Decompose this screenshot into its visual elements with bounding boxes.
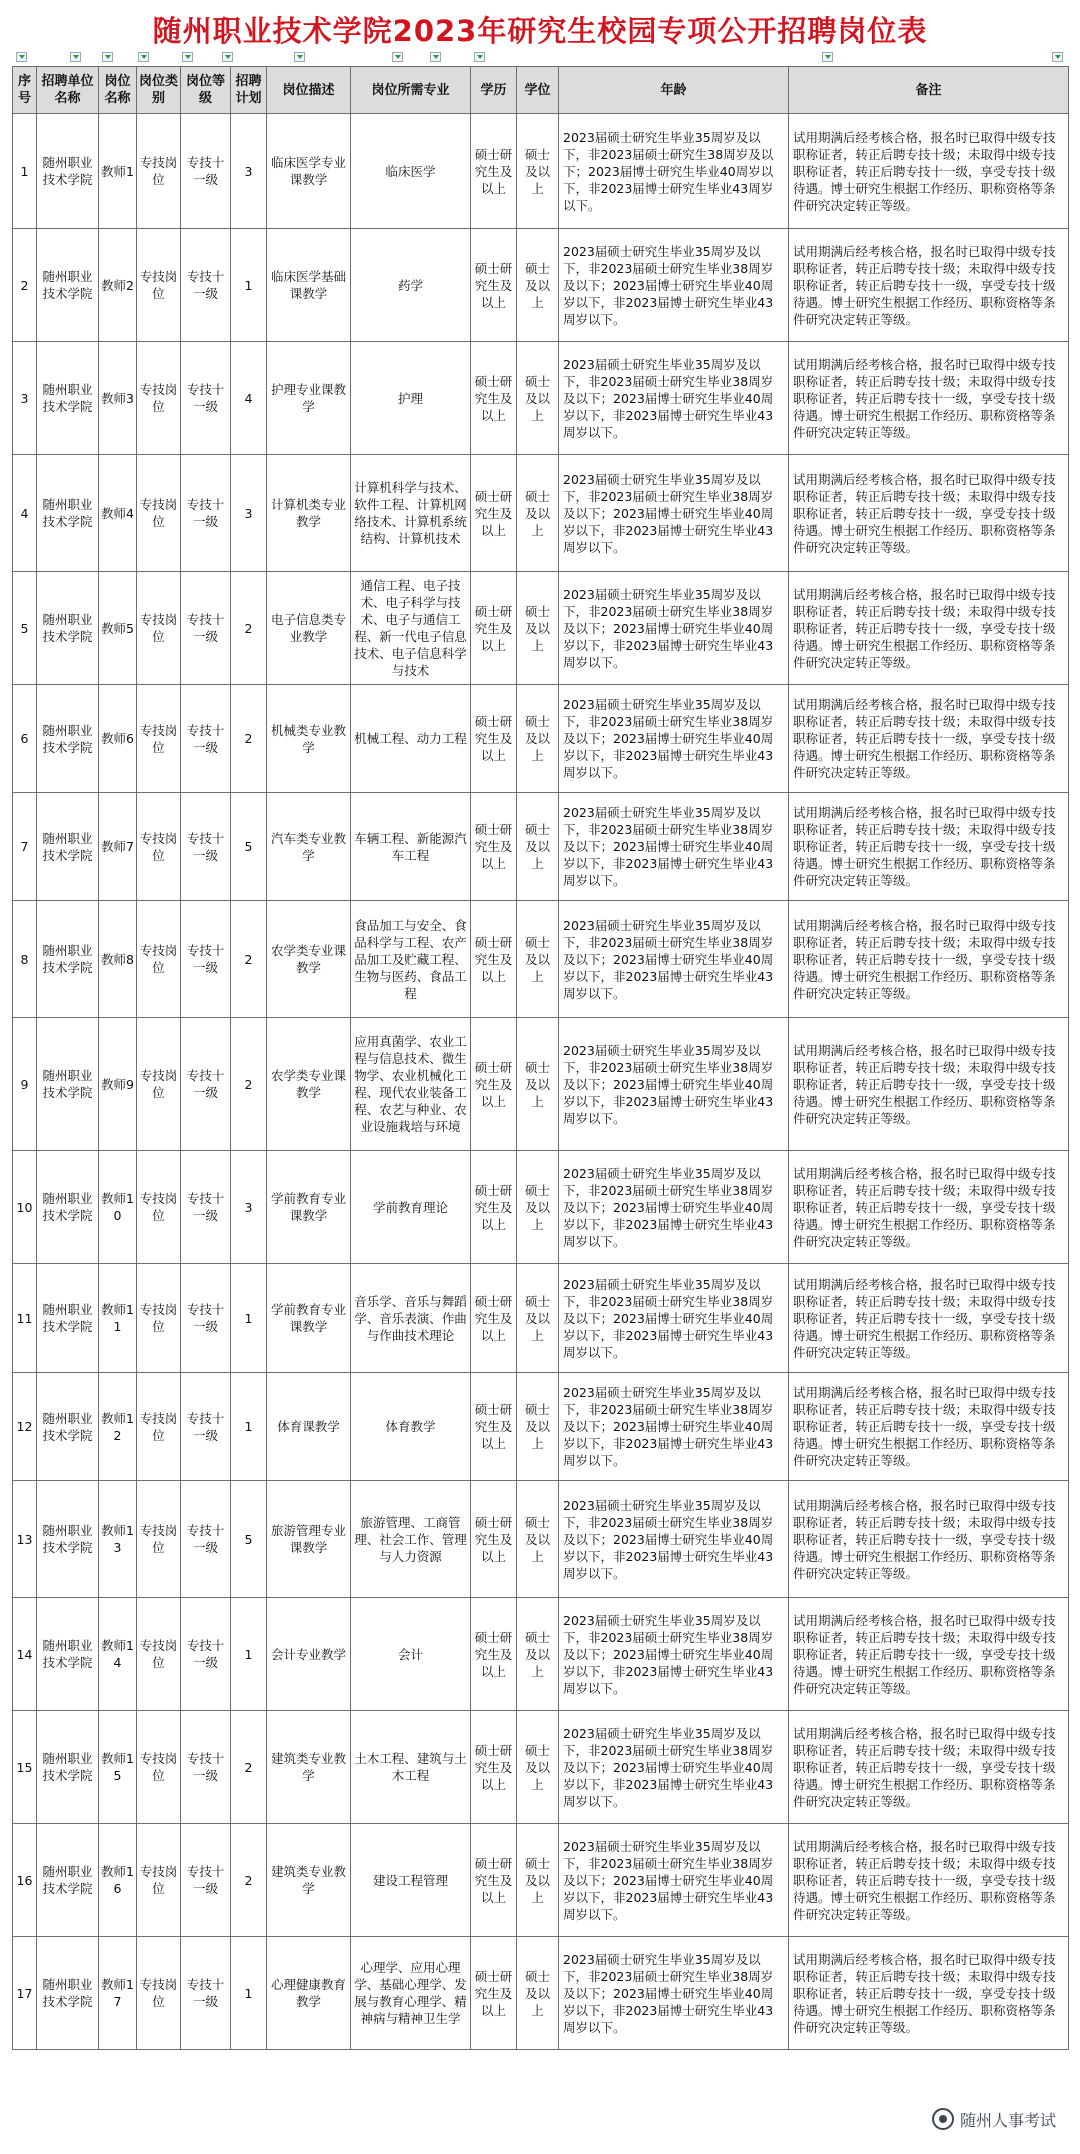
cell-remark: 试用期满后经考核合格，报名时已取得中级专技职称证者，转正后聘专技十级；未取得中级专技职称证者，转正后聘专技十一级，享受专技十级待遇。博士研究生根据工作经历、职称资格等条件研究决定转正等级。 [789, 1598, 1069, 1711]
cell-plan: 5 [231, 793, 267, 901]
cell-post-level: 专技十一级 [181, 1711, 231, 1824]
table-row [13, 1711, 1069, 1824]
table-row [13, 685, 1069, 793]
cell-major: 体育教学 [351, 1373, 471, 1481]
cell-major: 旅游管理、工商管理、社会工作、管理与人力资源 [351, 1481, 471, 1598]
cell-degree: 硕士及以上 [517, 342, 559, 455]
cell-remark: 试用期满后经考核合格，报名时已取得中级专技职称证者，转正后聘专技十级；未取得中级专技职称证者，转正后聘专技十一级，享受专技十级待遇。博士研究生根据工作经历、职称资格等条件研究决定转正等级。 [789, 1373, 1069, 1481]
cell-degree: 硕士及以上 [517, 229, 559, 342]
cell-post-level: 专技十一级 [181, 685, 231, 793]
cell-post-name: 教师13 [99, 1481, 137, 1598]
cell-age: 2023届硕士研究生毕业35周岁及以下，非2023届硕士研究生毕业38周岁及以下；2023届博士研究生毕业40周岁以下，非2023届博士研究生毕业43周岁以下。 [559, 229, 789, 342]
cell-remark: 试用期满后经考核合格，报名时已取得中级专技职称证者，转正后聘专技十级；未取得中级专技职称证者，转正后聘专技十一级，享受专技十级待遇。博士研究生根据工作经历、职称资格等条件研究决定转正等级。 [789, 1018, 1069, 1151]
cell-index: 6 [13, 685, 37, 793]
table-row [13, 229, 1069, 342]
filter-dropdown-icon[interactable] [222, 52, 233, 62]
cell-plan: 4 [231, 342, 267, 455]
cell-plan: 1 [231, 229, 267, 342]
cell-index: 15 [13, 1711, 37, 1824]
cell-description: 临床医学基础课教学 [267, 229, 351, 342]
cell-degree: 硕士及以上 [517, 114, 559, 229]
col-header-post-type: 岗位类别 [137, 67, 181, 114]
cell-education: 硕士研究生及以上 [471, 685, 517, 793]
cell-index: 1 [13, 114, 37, 229]
wechat-account-icon [932, 2108, 954, 2130]
cell-post-level: 专技十一级 [181, 455, 231, 572]
cell-post-name: 教师16 [99, 1824, 137, 1937]
cell-age: 2023届硕士研究生毕业35周岁及以下，非2023届硕士研究生毕业38周岁及以下；2023届博士研究生毕业40周岁以下，非2023届博士研究生毕业43周岁以下。 [559, 1598, 789, 1711]
cell-major: 食品加工与安全、食品科学与工程、农产品加工及贮藏工程、生物与医药、食品工程 [351, 901, 471, 1018]
cell-age: 2023届硕士研究生毕业35周岁及以下，非2023届硕士研究生毕业38周岁及以下；2023届博士研究生毕业40周岁以下，非2023届博士研究生毕业43周岁以下。 [559, 901, 789, 1018]
cell-post-name: 教师8 [99, 901, 137, 1018]
cell-education: 硕士研究生及以上 [471, 1824, 517, 1937]
cell-major: 护理 [351, 342, 471, 455]
cell-index: 13 [13, 1481, 37, 1598]
cell-major: 学前教育理论 [351, 1151, 471, 1264]
table-row [13, 1824, 1069, 1937]
cell-age: 2023届硕士研究生毕业35周岁及以下，非2023届硕士研究生毕业38周岁及以下；2023届博士研究生毕业40周岁以下，非2023届博士研究生毕业43周岁以下。 [559, 1711, 789, 1824]
cell-unit: 随州职业技术学院 [37, 1598, 99, 1711]
cell-unit: 随州职业技术学院 [37, 685, 99, 793]
cell-education: 硕士研究生及以上 [471, 901, 517, 1018]
cell-remark: 试用期满后经考核合格，报名时已取得中级专技职称证者，转正后聘专技十级；未取得中级专技职称证者，转正后聘专技十一级，享受专技十级待遇。博士研究生根据工作经历、职称资格等条件研究决定转正等级。 [789, 342, 1069, 455]
filter-dropdown-icon[interactable] [822, 52, 833, 62]
cell-post-level: 专技十一级 [181, 229, 231, 342]
cell-post-type: 专技岗位 [137, 1151, 181, 1264]
cell-education: 硕士研究生及以上 [471, 1598, 517, 1711]
cell-post-name: 教师15 [99, 1711, 137, 1824]
cell-remark: 试用期满后经考核合格，报名时已取得中级专技职称证者，转正后聘专技十级；未取得中级专技职称证者，转正后聘专技十一级，享受专技十级待遇。博士研究生根据工作经历、职称资格等条件研究决定转正等级。 [789, 114, 1069, 229]
cell-remark: 试用期满后经考核合格，报名时已取得中级专技职称证者，转正后聘专技十级；未取得中级专技职称证者，转正后聘专技十一级，享受专技十级待遇。博士研究生根据工作经历、职称资格等条件研究决定转正等级。 [789, 1481, 1069, 1598]
cell-post-level: 专技十一级 [181, 1481, 231, 1598]
cell-remark: 试用期满后经考核合格，报名时已取得中级专技职称证者，转正后聘专技十级；未取得中级专技职称证者，转正后聘专技十一级，享受专技十级待遇。博士研究生根据工作经历、职称资格等条件研究决定转正等级。 [789, 455, 1069, 572]
filter-dropdown-icon[interactable] [102, 52, 113, 62]
cell-age: 2023届硕士研究生毕业35周岁及以下，非2023届硕士研究生毕业38周岁及以下；2023届博士研究生毕业40周岁以下，非2023届博士研究生毕业43周岁以下。 [559, 572, 789, 685]
cell-education: 硕士研究生及以上 [471, 114, 517, 229]
cell-degree: 硕士及以上 [517, 901, 559, 1018]
cell-post-type: 专技岗位 [137, 572, 181, 685]
cell-unit: 随州职业技术学院 [37, 342, 99, 455]
cell-degree: 硕士及以上 [517, 572, 559, 685]
cell-major: 建设工程管理 [351, 1824, 471, 1937]
cell-plan: 3 [231, 1151, 267, 1264]
cell-major: 会计 [351, 1598, 471, 1711]
cell-major: 心理学、应用心理学、基础心理学、发展与教育心理学、精神病与精神卫生学 [351, 1937, 471, 2050]
cell-age: 2023届硕士研究生毕业35周岁及以下，非2023届硕士研究生毕业38周岁及以下；2023届博士研究生毕业40周岁以下，非2023届博士研究生毕业43周岁以下。 [559, 342, 789, 455]
cell-education: 硕士研究生及以上 [471, 1373, 517, 1481]
cell-education: 硕士研究生及以上 [471, 1264, 517, 1373]
cell-post-name: 教师7 [99, 793, 137, 901]
cell-post-type: 专技岗位 [137, 685, 181, 793]
cell-unit: 随州职业技术学院 [37, 1018, 99, 1151]
cell-description: 汽车类专业教学 [267, 793, 351, 901]
cell-description: 机械类专业教学 [267, 685, 351, 793]
cell-remark: 试用期满后经考核合格，报名时已取得中级专技职称证者，转正后聘专技十级；未取得中级专技职称证者，转正后聘专技十一级，享受专技十级待遇。博士研究生根据工作经历、职称资格等条件研究决定转正等级。 [789, 685, 1069, 793]
cell-remark: 试用期满后经考核合格，报名时已取得中级专技职称证者，转正后聘专技十级；未取得中级专技职称证者，转正后聘专技十一级，享受专技十级待遇。博士研究生根据工作经历、职称资格等条件研究决定转正等级。 [789, 229, 1069, 342]
cell-plan: 1 [231, 1264, 267, 1373]
cell-unit: 随州职业技术学院 [37, 1824, 99, 1937]
cell-plan: 2 [231, 572, 267, 685]
cell-age: 2023届硕士研究生毕业35周岁及以下，非2023届硕士研究生毕业38周岁及以下；2023届博士研究生毕业40周岁以下，非2023届博士研究生毕业43周岁以下。 [559, 1937, 789, 2050]
cell-post-name: 教师9 [99, 1018, 137, 1151]
filter-strip [12, 50, 1068, 66]
table-row [13, 1264, 1069, 1373]
cell-unit: 随州职业技术学院 [37, 114, 99, 229]
cell-description: 会计专业教学 [267, 1598, 351, 1711]
cell-description: 农学类专业课教学 [267, 901, 351, 1018]
cell-post-level: 专技十一级 [181, 1018, 231, 1151]
cell-post-type: 专技岗位 [137, 1824, 181, 1937]
cell-description: 建筑类专业教学 [267, 1824, 351, 1937]
filter-dropdown-icon[interactable] [294, 52, 305, 62]
cell-remark: 试用期满后经考核合格，报名时已取得中级专技职称证者，转正后聘专技十级；未取得中级专技职称证者，转正后聘专技十一级，享受专技十级待遇。博士研究生根据工作经历、职称资格等条件研究决定转正等级。 [789, 1937, 1069, 2050]
cell-index: 14 [13, 1598, 37, 1711]
col-header-remark: 备注 [789, 67, 1069, 114]
cell-plan: 1 [231, 1373, 267, 1481]
table-row [13, 1018, 1069, 1151]
cell-major: 车辆工程、新能源汽车工程 [351, 793, 471, 901]
cell-major: 药学 [351, 229, 471, 342]
cell-description: 心理健康教育教学 [267, 1937, 351, 2050]
cell-unit: 随州职业技术学院 [37, 1481, 99, 1598]
table-row [13, 342, 1069, 455]
cell-index: 3 [13, 342, 37, 455]
cell-degree: 硕士及以上 [517, 1151, 559, 1264]
cell-major: 土木工程、建筑与土木工程 [351, 1711, 471, 1824]
cell-age: 2023届硕士研究生毕业35周岁及以下，非2023届硕士研究生毕业38周岁及以下；2023届博士研究生毕业40周岁以下，非2023届博士研究生毕业43周岁以下。 [559, 793, 789, 901]
cell-post-level: 专技十一级 [181, 793, 231, 901]
cell-major: 音乐学、音乐与舞蹈学、音乐表演、作曲与作曲技术理论 [351, 1264, 471, 1373]
cell-education: 硕士研究生及以上 [471, 572, 517, 685]
cell-description: 临床医学专业课教学 [267, 114, 351, 229]
filter-dropdown-icon[interactable] [138, 52, 149, 62]
cell-remark: 试用期满后经考核合格，报名时已取得中级专技职称证者，转正后聘专技十级；未取得中级专技职称证者，转正后聘专技十一级，享受专技十级待遇。博士研究生根据工作经历、职称资格等条件研究决定转正等级。 [789, 1711, 1069, 1824]
cell-remark: 试用期满后经考核合格，报名时已取得中级专技职称证者，转正后聘专技十级；未取得中级专技职称证者，转正后聘专技十一级，享受专技十级待遇。博士研究生根据工作经历、职称资格等条件研究决定转正等级。 [789, 1824, 1069, 1937]
cell-index: 7 [13, 793, 37, 901]
table-row [13, 455, 1069, 572]
cell-post-type: 专技岗位 [137, 455, 181, 572]
cell-post-type: 专技岗位 [137, 229, 181, 342]
cell-description: 体育课教学 [267, 1373, 351, 1481]
col-header-description: 岗位描述 [267, 67, 351, 114]
cell-post-level: 专技十一级 [181, 1373, 231, 1481]
cell-description: 学前教育专业课教学 [267, 1151, 351, 1264]
cell-remark: 试用期满后经考核合格，报名时已取得中级专技职称证者，转正后聘专技十级；未取得中级专技职称证者，转正后聘专技十一级，享受专技十级待遇。博士研究生根据工作经历、职称资格等条件研究决定转正等级。 [789, 1151, 1069, 1264]
cell-post-type: 专技岗位 [137, 793, 181, 901]
cell-index: 9 [13, 1018, 37, 1151]
table-row [13, 114, 1069, 229]
cell-plan: 2 [231, 1824, 267, 1937]
cell-description: 旅游管理专业课教学 [267, 1481, 351, 1598]
cell-post-level: 专技十一级 [181, 114, 231, 229]
cell-degree: 硕士及以上 [517, 685, 559, 793]
cell-education: 硕士研究生及以上 [471, 342, 517, 455]
filter-dropdown-icon[interactable] [16, 52, 27, 62]
cell-unit: 随州职业技术学院 [37, 455, 99, 572]
table-row [13, 793, 1069, 901]
filter-dropdown-icon[interactable] [182, 52, 193, 62]
cell-degree: 硕士及以上 [517, 1264, 559, 1373]
table-row [13, 1481, 1069, 1598]
cell-degree: 硕士及以上 [517, 1018, 559, 1151]
table-row [13, 901, 1069, 1018]
cell-post-type: 专技岗位 [137, 1598, 181, 1711]
table-row [13, 1598, 1069, 1711]
cell-post-name: 教师14 [99, 1598, 137, 1711]
cell-index: 8 [13, 901, 37, 1018]
cell-age: 2023届硕士研究生毕业35周岁及以下，非2023届硕士研究生毕业38周岁及以下；2023届博士研究生毕业40周岁以下，非2023届博士研究生毕业43周岁以下。 [559, 1824, 789, 1937]
cell-plan: 2 [231, 901, 267, 1018]
cell-unit: 随州职业技术学院 [37, 793, 99, 901]
cell-unit: 随州职业技术学院 [37, 1711, 99, 1824]
cell-post-name: 教师5 [99, 572, 137, 685]
cell-index: 2 [13, 229, 37, 342]
cell-age: 2023届硕士研究生毕业35周岁及以下，非2023届硕士研究生毕业38周岁及以下；2023届博士研究生毕业40周岁以下，非2023届博士研究生毕业43周岁以下。 [559, 1481, 789, 1598]
cell-post-name: 教师12 [99, 1373, 137, 1481]
cell-unit: 随州职业技术学院 [37, 572, 99, 685]
cell-index: 10 [13, 1151, 37, 1264]
cell-post-name: 教师17 [99, 1937, 137, 2050]
col-header-post-name: 岗位名称 [99, 67, 137, 114]
cell-post-name: 教师3 [99, 342, 137, 455]
cell-degree: 硕士及以上 [517, 1373, 559, 1481]
cell-post-level: 专技十一级 [181, 1824, 231, 1937]
cell-degree: 硕士及以上 [517, 1711, 559, 1824]
filter-dropdown-icon[interactable] [474, 52, 485, 62]
cell-index: 16 [13, 1824, 37, 1937]
cell-post-level: 专技十一级 [181, 901, 231, 1018]
cell-plan: 3 [231, 455, 267, 572]
cell-degree: 硕士及以上 [517, 1937, 559, 2050]
cell-post-name: 教师10 [99, 1151, 137, 1264]
cell-education: 硕士研究生及以上 [471, 793, 517, 901]
cell-age: 2023届硕士研究生毕业35周岁及以下，非2023届硕士研究生毕业38周岁及以下；2023届博士研究生毕业40周岁以下，非2023届博士研究生毕业43周岁以下。 [559, 1373, 789, 1481]
table-row [13, 572, 1069, 685]
cell-post-level: 专技十一级 [181, 572, 231, 685]
cell-description: 农学类专业课教学 [267, 1018, 351, 1151]
cell-post-type: 专技岗位 [137, 1481, 181, 1598]
cell-post-type: 专技岗位 [137, 1711, 181, 1824]
cell-post-type: 专技岗位 [137, 1264, 181, 1373]
cell-unit: 随州职业技术学院 [37, 1151, 99, 1264]
cell-education: 硕士研究生及以上 [471, 455, 517, 572]
cell-index: 5 [13, 572, 37, 685]
cell-age: 2023届硕士研究生毕业35周岁及以下，非2023届硕士研究生毕业38周岁及以下；2023届博士研究生毕业40周岁以下，非2023届博士研究生毕业43周岁以下。 [559, 1018, 789, 1151]
header-row [13, 67, 1069, 114]
cell-post-name: 教师4 [99, 455, 137, 572]
cell-remark: 试用期满后经考核合格，报名时已取得中级专技职称证者，转正后聘专技十级；未取得中级专技职称证者，转正后聘专技十一级，享受专技十级待遇。博士研究生根据工作经历、职称资格等条件研究决定转正等级。 [789, 572, 1069, 685]
table-row [13, 1151, 1069, 1264]
cell-degree: 硕士及以上 [517, 1481, 559, 1598]
cell-post-name: 教师11 [99, 1264, 137, 1373]
cell-post-level: 专技十一级 [181, 1151, 231, 1264]
cell-post-type: 专技岗位 [137, 901, 181, 1018]
cell-post-type: 专技岗位 [137, 1018, 181, 1151]
filter-dropdown-icon[interactable] [1052, 52, 1063, 62]
col-header-unit: 招聘单位名称 [37, 67, 99, 114]
cell-degree: 硕士及以上 [517, 455, 559, 572]
cell-major: 临床医学 [351, 114, 471, 229]
cell-plan: 2 [231, 685, 267, 793]
cell-plan: 5 [231, 1481, 267, 1598]
cell-post-name: 教师6 [99, 685, 137, 793]
filter-dropdown-icon[interactable] [392, 52, 403, 62]
cell-plan: 3 [231, 114, 267, 229]
cell-age: 2023届硕士研究生毕业35周岁及以下，非2023届硕士研究生38周岁及以下；2023届博士研究生毕业40周岁以下，非2023届博士研究生毕业43周岁以下。 [559, 114, 789, 229]
cell-index: 11 [13, 1264, 37, 1373]
col-header-index: 序号 [13, 67, 37, 114]
cell-post-type: 专技岗位 [137, 114, 181, 229]
cell-unit: 随州职业技术学院 [37, 1264, 99, 1373]
col-header-plan: 招聘计划 [231, 67, 267, 114]
table-row [13, 1937, 1069, 2050]
cell-education: 硕士研究生及以上 [471, 1711, 517, 1824]
cell-age: 2023届硕士研究生毕业35周岁及以下，非2023届硕士研究生毕业38周岁及以下；2023届博士研究生毕业40周岁以下，非2023届博士研究生毕业43周岁以下。 [559, 1151, 789, 1264]
cell-post-type: 专技岗位 [137, 1937, 181, 2050]
cell-degree: 硕士及以上 [517, 793, 559, 901]
cell-plan: 1 [231, 1598, 267, 1711]
watermark [932, 2104, 1056, 2134]
cell-description: 护理专业课教学 [267, 342, 351, 455]
col-header-degree: 学位 [517, 67, 559, 114]
table-row [13, 1373, 1069, 1481]
cell-post-level: 专技十一级 [181, 1598, 231, 1711]
cell-major: 通信工程、电子技术、电子科学与技术、电子与通信工程、新一代电子信息技术、电子信息科学与技术 [351, 572, 471, 685]
cell-degree: 硕士及以上 [517, 1598, 559, 1711]
cell-remark: 试用期满后经考核合格，报名时已取得中级专技职称证者，转正后聘专技十级；未取得中级专技职称证者，转正后聘专技十一级，享受专技十级待遇。博士研究生根据工作经历、职称资格等条件研究决定转正等级。 [789, 793, 1069, 901]
cell-education: 硕士研究生及以上 [471, 1481, 517, 1598]
cell-age: 2023届硕士研究生毕业35周岁及以下，非2023届硕士研究生毕业38周岁及以下；2023届博士研究生毕业40周岁以下，非2023届博士研究生毕业43周岁以下。 [559, 455, 789, 572]
cell-major: 机械工程、动力工程 [351, 685, 471, 793]
cell-plan: 2 [231, 1018, 267, 1151]
filter-dropdown-icon[interactable] [70, 52, 81, 62]
cell-plan: 2 [231, 1711, 267, 1824]
cell-description: 建筑类专业教学 [267, 1711, 351, 1824]
cell-description: 电子信息类专业教学 [267, 572, 351, 685]
col-header-education: 学历 [471, 67, 517, 114]
cell-remark: 试用期满后经考核合格，报名时已取得中级专技职称证者，转正后聘专技十级；未取得中级专技职称证者，转正后聘专技十一级，享受专技十级待遇。博士研究生根据工作经历、职称资格等条件研究决定转正等级。 [789, 901, 1069, 1018]
cell-unit: 随州职业技术学院 [37, 901, 99, 1018]
cell-unit: 随州职业技术学院 [37, 1373, 99, 1481]
cell-post-type: 专技岗位 [137, 1373, 181, 1481]
cell-unit: 随州职业技术学院 [37, 229, 99, 342]
cell-post-name: 教师1 [99, 114, 137, 229]
cell-plan: 1 [231, 1937, 267, 2050]
cell-education: 硕士研究生及以上 [471, 1151, 517, 1264]
cell-index: 17 [13, 1937, 37, 2050]
cell-major: 计算机科学与技术、软件工程、计算机网络技术、计算机系统结构、计算机技术 [351, 455, 471, 572]
watermark-text: 随州人事考试 [959, 2110, 1056, 2130]
page-title: 随州职业技术学院2023年研究生校园专项公开招聘岗位表 [152, 14, 928, 48]
cell-post-level: 专技十一级 [181, 1937, 231, 2050]
recruitment-table [12, 66, 1069, 2050]
cell-unit: 随州职业技术学院 [37, 1937, 99, 2050]
col-header-age: 年龄 [559, 67, 789, 114]
cell-description: 学前教育专业课教学 [267, 1264, 351, 1373]
cell-education: 硕士研究生及以上 [471, 1937, 517, 2050]
cell-education: 硕士研究生及以上 [471, 229, 517, 342]
cell-post-level: 专技十一级 [181, 342, 231, 455]
cell-description: 计算机类专业教学 [267, 455, 351, 572]
cell-post-level: 专技十一级 [181, 1264, 231, 1373]
col-header-major: 岗位所需专业 [351, 67, 471, 114]
cell-remark: 试用期满后经考核合格，报名时已取得中级专技职称证者，转正后聘专技十级；未取得中级专技职称证者，转正后聘专技十一级，享受专技十级待遇。博士研究生根据工作经历、职称资格等条件研究决定转正等级。 [789, 1264, 1069, 1373]
cell-age: 2023届硕士研究生毕业35周岁及以下，非2023届硕士研究生毕业38周岁及以下；2023届博士研究生毕业40周岁以下，非2023届博士研究生毕业43周岁以下。 [559, 1264, 789, 1373]
cell-index: 12 [13, 1373, 37, 1481]
cell-age: 2023届硕士研究生毕业35周岁及以下，非2023届硕士研究生毕业38周岁及以下；2023届博士研究生毕业40周岁以下，非2023届博士研究生毕业43周岁以下。 [559, 685, 789, 793]
col-header-post-level: 岗位等级 [181, 67, 231, 114]
cell-major: 应用真菌学、农业工程与信息技术、微生物学、农业机械化工程、现代农业装备工程、农艺与种业、农业设施栽培与环境 [351, 1018, 471, 1151]
cell-post-name: 教师2 [99, 229, 137, 342]
cell-degree: 硕士及以上 [517, 1824, 559, 1937]
filter-dropdown-icon[interactable] [430, 52, 441, 62]
cell-education: 硕士研究生及以上 [471, 1018, 517, 1151]
cell-post-type: 专技岗位 [137, 342, 181, 455]
cell-index: 4 [13, 455, 37, 572]
